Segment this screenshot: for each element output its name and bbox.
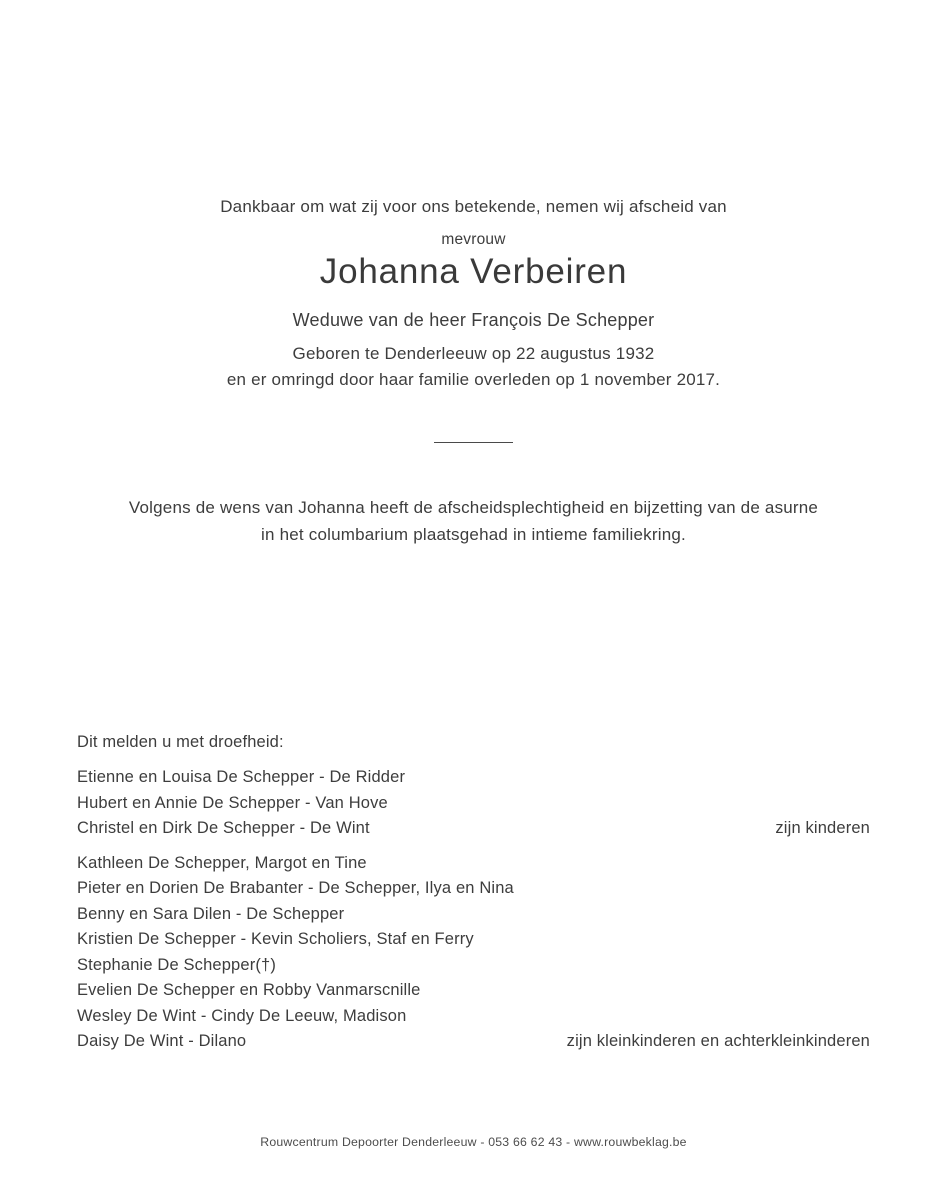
family-announcement <box>77 731 870 1055</box>
children-relation-label: zijn kinderen <box>775 819 870 837</box>
child-name: Etienne en Louisa De Schepper - De Ridder <box>77 768 406 786</box>
list-item <box>77 791 870 817</box>
grandchildren-list <box>77 851 870 1055</box>
list-item <box>77 765 870 791</box>
funeral-home-footer: Rouwcentrum Depoorter Denderleeuw - 053 66 62 43 - www.rouwbeklag.be <box>260 1135 687 1149</box>
list-item <box>77 816 870 842</box>
life-dates <box>0 341 947 392</box>
intro-line: Dankbaar om wat zij voor ons betekende, nemen wij afscheid van <box>220 197 727 216</box>
list-item <box>77 927 870 953</box>
child-name: Hubert en Annie De Schepper - Van Hove <box>77 793 388 812</box>
grandchild-name: Daisy De Wint - Dilano <box>77 1032 247 1050</box>
ceremony-line-1: Volgens de wens van Johanna heeft de afscheidsplechtigheid en bijzetting van de asurne <box>128 498 819 517</box>
grandchildren-relation-label: zijn kleinkinderen en achterkleinkinderen <box>566 1032 870 1050</box>
widow-line: Weduwe van de heer François De Schepper <box>292 310 655 330</box>
list-item <box>77 1029 870 1055</box>
grandchild-name: Wesley De Wint - Cindy De Leeuw, Madison <box>77 1006 407 1025</box>
grandchild-name: Evelien De Schepper en Robby Vanmarscnille <box>77 981 421 999</box>
grandchild-name: Benny en Sara Dilen - De Schepper <box>77 904 345 923</box>
list-item <box>77 978 870 1004</box>
death-line: en er omringd door haar familie overleden op 1 november 2017. <box>226 369 721 389</box>
honorific: mevrouw <box>441 231 506 248</box>
grandchild-name: Pieter en Dorien De Brabanter - De Schepper, Ilya en Nina <box>77 879 514 897</box>
grandchild-name: Stephanie De Schepper(†) <box>77 955 276 974</box>
list-item <box>77 1004 870 1030</box>
ceremony-notice <box>0 495 947 548</box>
child-name: Christel en Dirk De Schepper - De Wint <box>77 819 370 837</box>
deceased-name: Johanna Verbeiren <box>319 252 628 291</box>
ceremony-line-2: in het columbarium plaatsgehad in intieme familiekring. <box>261 524 686 544</box>
list-item <box>77 851 870 877</box>
list-item <box>77 953 870 979</box>
list-item <box>77 876 870 902</box>
birth-line: Geboren te Denderleeuw op 22 augustus 1932 <box>292 344 655 363</box>
children-list <box>77 765 870 842</box>
section-divider <box>434 442 513 443</box>
list-item <box>77 902 870 928</box>
announcement-heading: Dit melden u met droefheid: <box>77 733 284 751</box>
grandchild-name: Kathleen De Schepper, Margot en Tine <box>77 853 367 872</box>
grandchild-name: Kristien De Schepper - Kevin Scholiers, Staf en Ferry <box>77 930 474 948</box>
